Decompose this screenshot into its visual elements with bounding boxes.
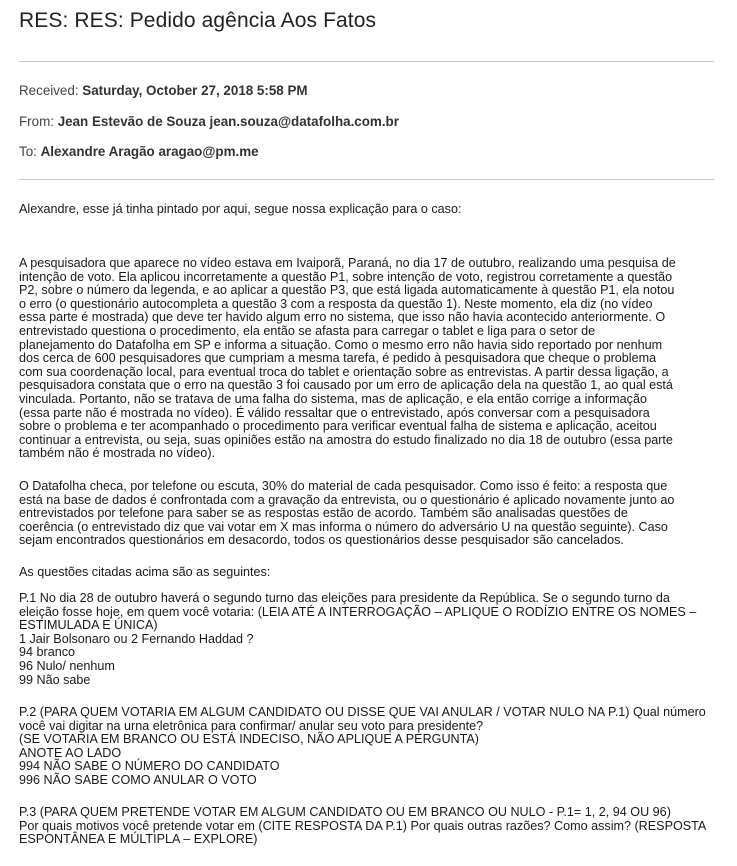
text-line: (SE VOTARIA EM BRANCO OU ESTÁ INDECISO, NÃO APLIQUE A PERGUNTA) xyxy=(19,732,479,747)
text-line: 96 Nulo/ nenhum xyxy=(19,658,115,673)
paragraph-questions-intro xyxy=(19,566,716,580)
text-line: 99 Não sabe xyxy=(19,672,91,687)
paragraph-verification xyxy=(19,480,716,548)
paragraph-question-p1 xyxy=(19,592,716,687)
received-row xyxy=(19,83,308,98)
text-line: 994 NÃO SABE O NÚMERO DO CANDIDATO xyxy=(19,759,280,774)
text-line: ESTIMULADA E ÚNICA) xyxy=(19,618,158,633)
text-line: essa parte é mostrada) que deve ter havido algum erro no sistema, que isso não havia acontecido anteriormente. O xyxy=(19,310,666,325)
text-line: entrevistados por telefone para saber se as respostas estão de acordo. Também são analisadas questões de xyxy=(19,506,628,521)
text-line: sobre o problema e ter acompanhado o procedimento para verificar eventual falha de sistema e aplicação, aceitou xyxy=(19,419,657,434)
greeting-line: Alexandre, esse já tinha pintado por aqui, segue nossa explicação para o caso: xyxy=(19,202,462,216)
paragraph-question-p3 xyxy=(19,806,716,847)
text-line: entrevistado questiona o procedimento, ela então se afasta para carregar o tablet e liga para o setor de xyxy=(19,323,596,338)
text-line: As questões citadas acima são as seguintes: xyxy=(19,565,271,579)
text-line: está na base de dados é confrontada com a gravação da entrevista, ou o questionário é aplicado novamente junto ao xyxy=(19,492,675,507)
greeting-text xyxy=(19,203,716,217)
text-line: P.2 (PARA QUEM VOTARIA EM ALGUM CANDIDATO OU DISSE QUE VAI ANULAR / VOTAR NULO NA P.1) Qual número xyxy=(19,705,706,719)
text-line: P.3 (PARA QUEM PRETENDE VOTAR EM ALGUM CANDIDATO OU EM BRANCO OU NULO - P.1= 1, 2, 94 OU 96) xyxy=(19,805,671,819)
text-line: 996 NÃO SABE COMO ANULAR O VOTO xyxy=(19,772,257,787)
text-line: vinculada. Portanto, não se tratava de uma falha do sistema, mas de aplicação, e ela então corrige a informação xyxy=(19,391,647,406)
from-value[interactable]: Jean Estevão de Souza jean.souza@datafolha.com.br xyxy=(57,114,399,129)
header-divider xyxy=(19,61,714,62)
text-line: também não é mostrada no vídeo). xyxy=(19,446,216,461)
text-line: 1 Jair Bolsonaro ou 2 Fernando Haddad ? xyxy=(19,631,254,646)
text-line: coerência (o entrevistado diz que vai votar em X mas informa o número do adversário U na questão seguinte). Caso xyxy=(19,519,668,534)
from-label: From: xyxy=(19,114,54,129)
text-line: sejam encontrados questionários em desacordo, todos os questionários desse pesquisador são cancelados. xyxy=(19,533,624,548)
text-line: Por quais motivos você pretende votar em (CITE RESPOSTA DA P.1) Por quais outras razões? Como assim? (RESPOSTA xyxy=(19,818,707,833)
email-subject: RES: RES: Pedido agência Aos Fatos xyxy=(19,9,377,32)
text-line: (essa parte não é mostrada no vídeo). É válido ressaltar que o entrevistado, após conversar com a pesquisadora xyxy=(19,405,650,420)
text-line: P2, sobre o número da legenda, e ao aplicar a questão P3, que está ligada automaticamente à questão P1, ela notou xyxy=(19,283,675,298)
meta-divider xyxy=(19,179,714,180)
to-label: To: xyxy=(19,144,37,159)
text-line: dos cerca de 600 pesquisadores que cumpriam a mesma tarefa, é pedido à pesquisadora que cheque o problema xyxy=(19,351,657,366)
to-row xyxy=(19,144,259,159)
text-line: O Datafolha checa, por telefone ou escuta, 30% do material de cada pesquisador. Como isso é feito: a resposta que xyxy=(19,479,668,493)
received-value: Saturday, October 27, 2018 5:58 PM xyxy=(82,83,308,98)
text-line: ESPONTÂNEA E MÚLTIPLA – EXPLORE) xyxy=(19,832,258,847)
received-label: Received: xyxy=(19,83,79,98)
text-line: eleição fosse hoje, em quem você votaria: (LEIA ATÉ A INTERROGAÇÃO – APLIQUE O RODÍZIO ENTRE OS NOMES – xyxy=(19,604,697,619)
to-value[interactable]: Alexandre Aragão aragao@pm.me xyxy=(40,144,259,159)
text-line: pesquisadora constata que o erro na questão 3 foi causado por um erro de aplicação dela na questão 1, ao qual está xyxy=(19,378,673,393)
from-row xyxy=(19,114,399,129)
text-line: intenção de voto. Ela aplicou incorretamente a questão P1, sobre intenção de voto, registrou corretamente a questão xyxy=(19,269,673,284)
text-line: P.1 No dia 28 de outubro haverá o segundo turno das eleições para presidente da República. Se o segundo turno da xyxy=(19,591,670,605)
text-line: A pesquisadora que aparece no vídeo estava em Ivaiporã, Paraná, no dia 17 de outubro, realizando uma pesquisa de xyxy=(19,256,676,270)
text-line: 94 branco xyxy=(19,645,76,660)
text-line: planejamento do Datafolha em SP e informa a situação. Como o mesmo erro não havia sido reportado por nenhum xyxy=(19,337,663,352)
text-line: continuar a entrevista, ou seja, suas opiniões estão na amostra do estudo finalizado no dia 18 de outubro (essa parte xyxy=(19,432,673,447)
paragraph-explanation xyxy=(19,257,716,461)
text-line: ANOTE AO LADO xyxy=(19,745,122,760)
paragraph-question-p2 xyxy=(19,706,716,788)
text-line: com sua coordenação local, para eventual troca do tablet e orientação sobre as entrevistas. A partir dessa ligação, a xyxy=(19,364,669,379)
text-line: o erro (o questionário autocompleta a questão 3 com a resposta da questão 1). Neste momento, ela diz (no vídeo xyxy=(19,296,653,311)
text-line: você vai digitar na urna eletrônica para confirmar/ anular seu voto para presidente? xyxy=(19,718,484,733)
